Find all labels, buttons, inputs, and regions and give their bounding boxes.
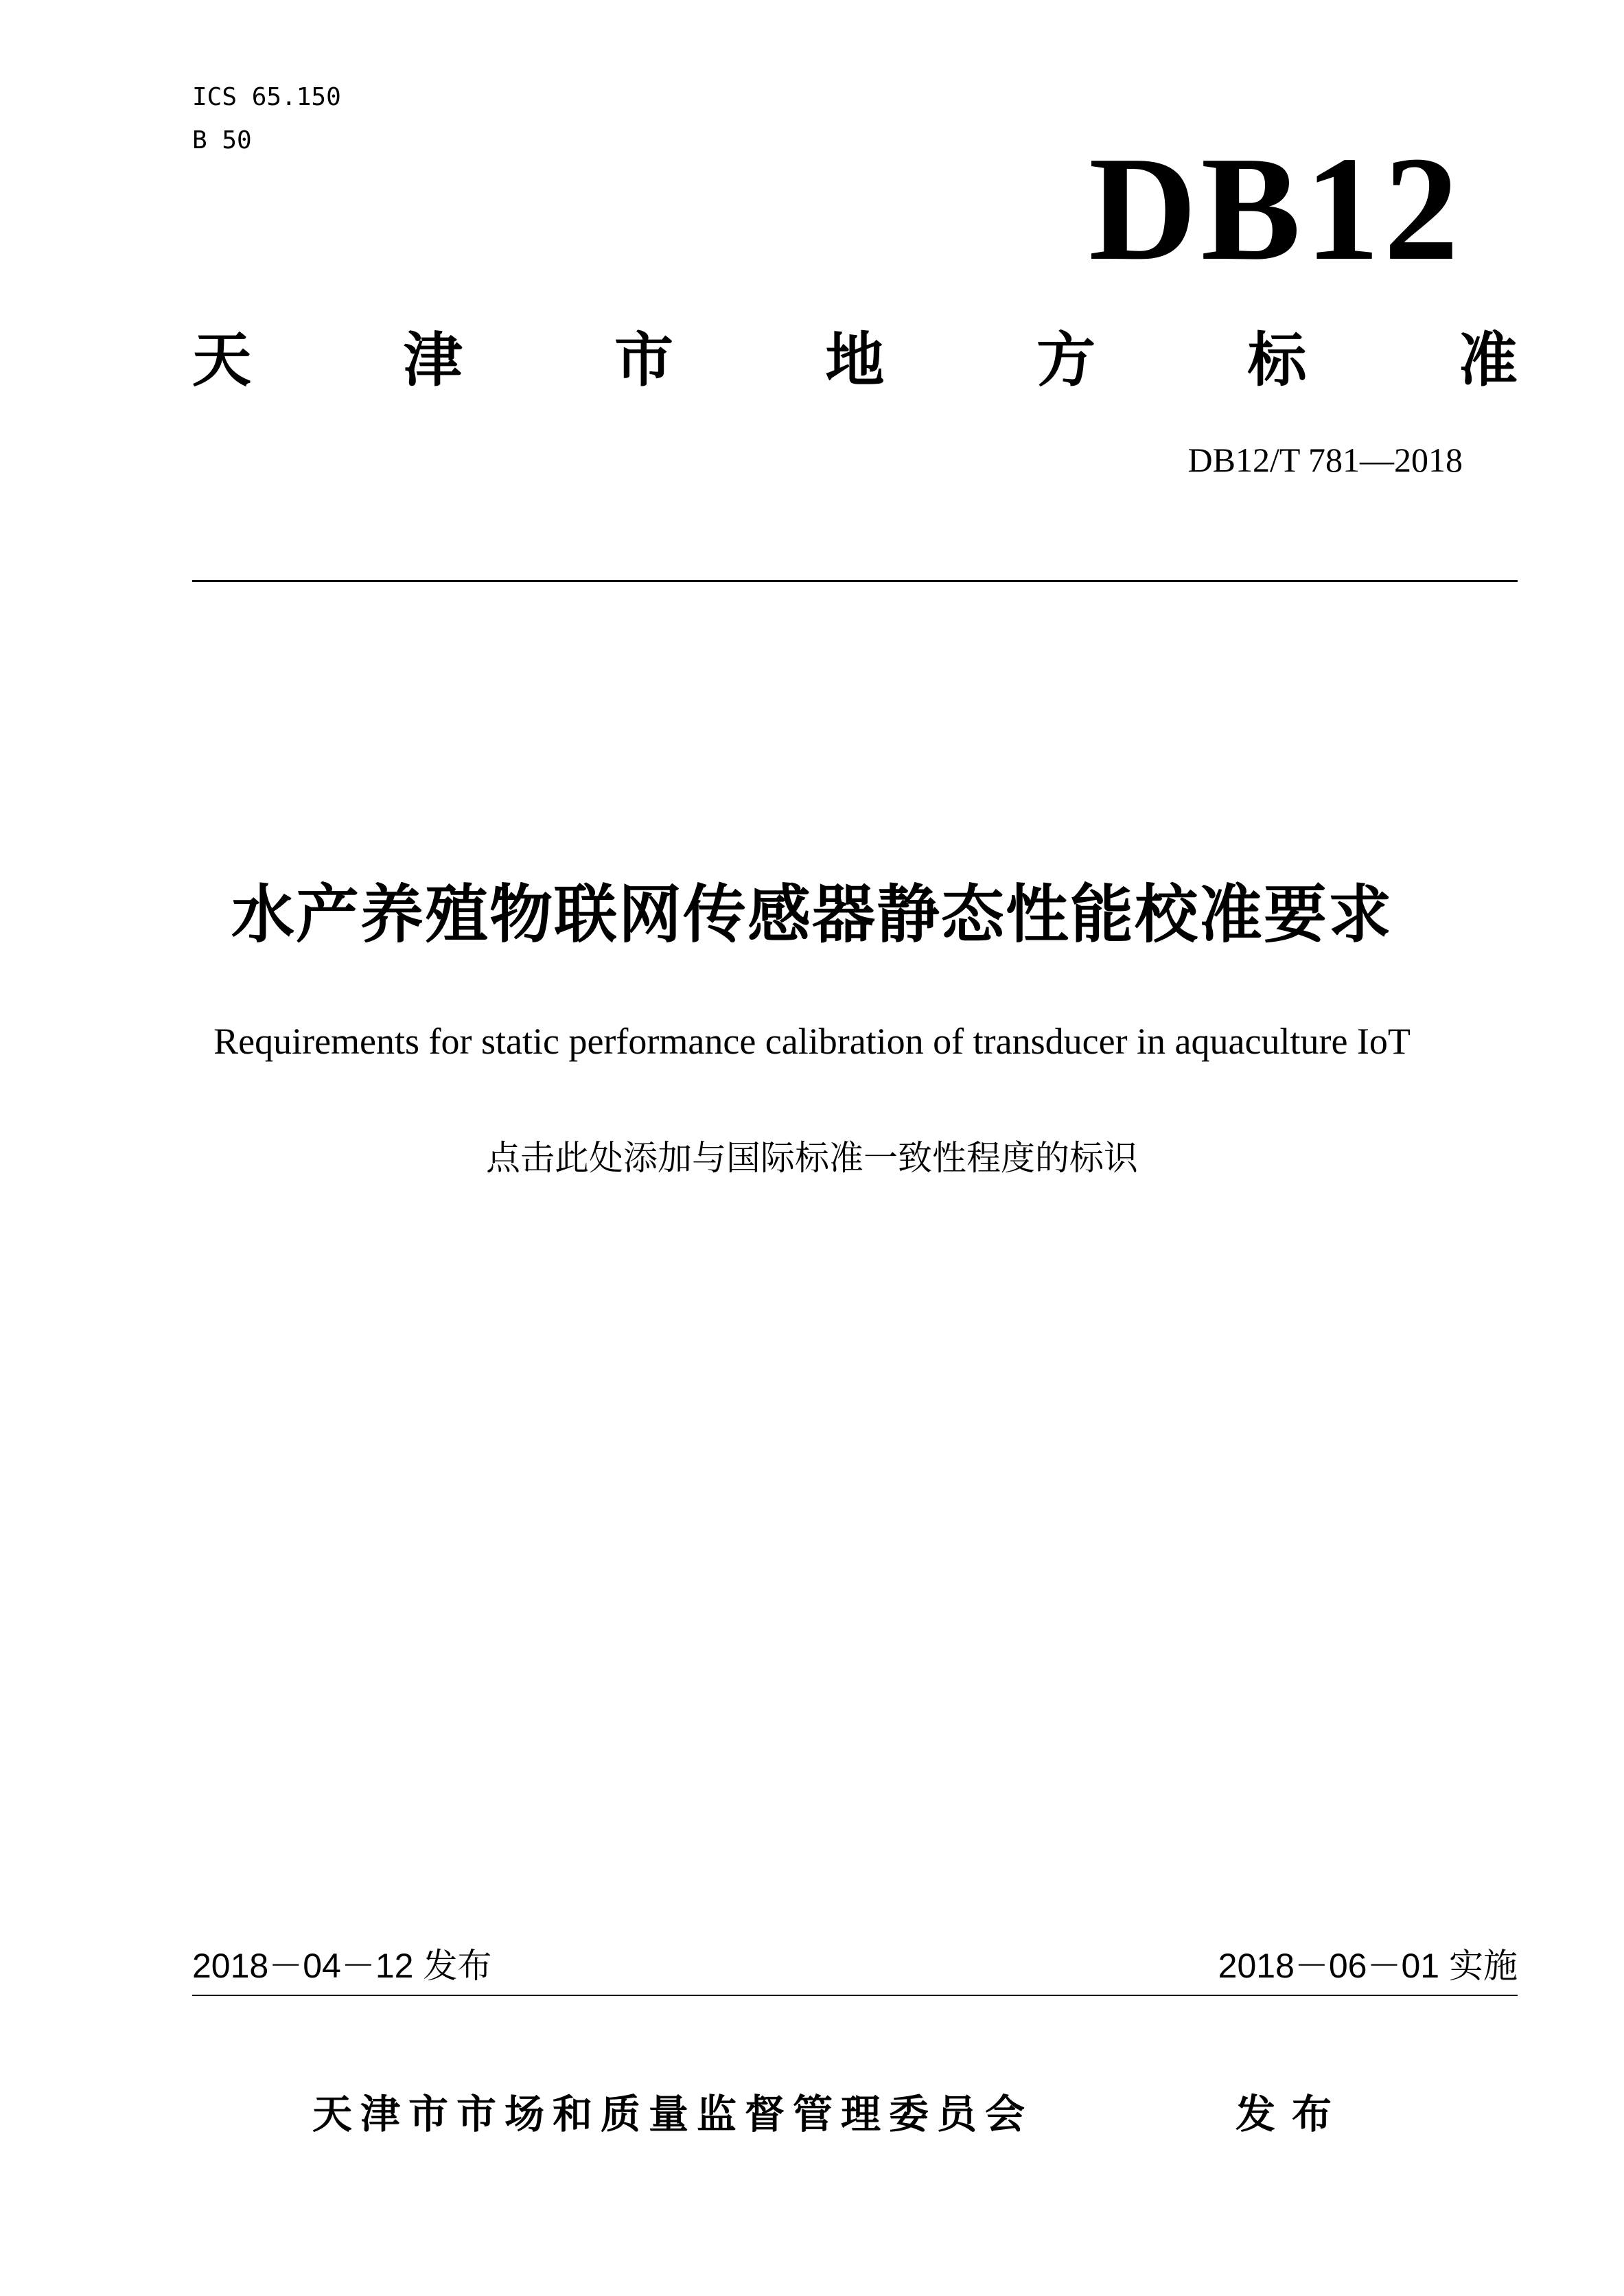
standard-type-char: 天 — [192, 326, 251, 395]
title-chinese: 水产养殖物联网传感器静态性能校准要求 — [231, 878, 1393, 951]
db-logo-mark: DB12 — [1089, 126, 1463, 292]
standard-type-char: 津 — [403, 326, 463, 395]
standard-type-char: 标 — [1247, 326, 1307, 395]
standard-type-heading — [192, 317, 1518, 393]
standard-number: DB12/T 781—2018 — [1187, 441, 1463, 479]
header-divider — [192, 580, 1518, 582]
ics-code: ICS 65.150 — [192, 83, 341, 111]
standard-type-char: 方 — [1036, 326, 1095, 395]
publish-label: 发布 — [1236, 2091, 1349, 2137]
title-english: Requirements for static performance calibration of transducer in aquaculture IoT — [213, 1021, 1411, 1062]
ccs-code: B 50 — [192, 126, 252, 154]
standard-type-char: 市 — [614, 326, 673, 395]
standard-type-char: 地 — [825, 326, 885, 395]
publisher-name: 天津市市场和质量监督管理委员会 — [312, 2091, 1034, 2137]
issue-date: 2018－04－12 发布 — [192, 1947, 492, 1985]
footer-divider — [192, 1995, 1518, 1996]
implementation-date: 2018－06－01 实施 — [1218, 1947, 1518, 1985]
standard-type-char: 准 — [1459, 326, 1518, 395]
consistency-placeholder[interactable]: 点击此处添加与国际标准一致性程度的标识 — [486, 1138, 1138, 1178]
